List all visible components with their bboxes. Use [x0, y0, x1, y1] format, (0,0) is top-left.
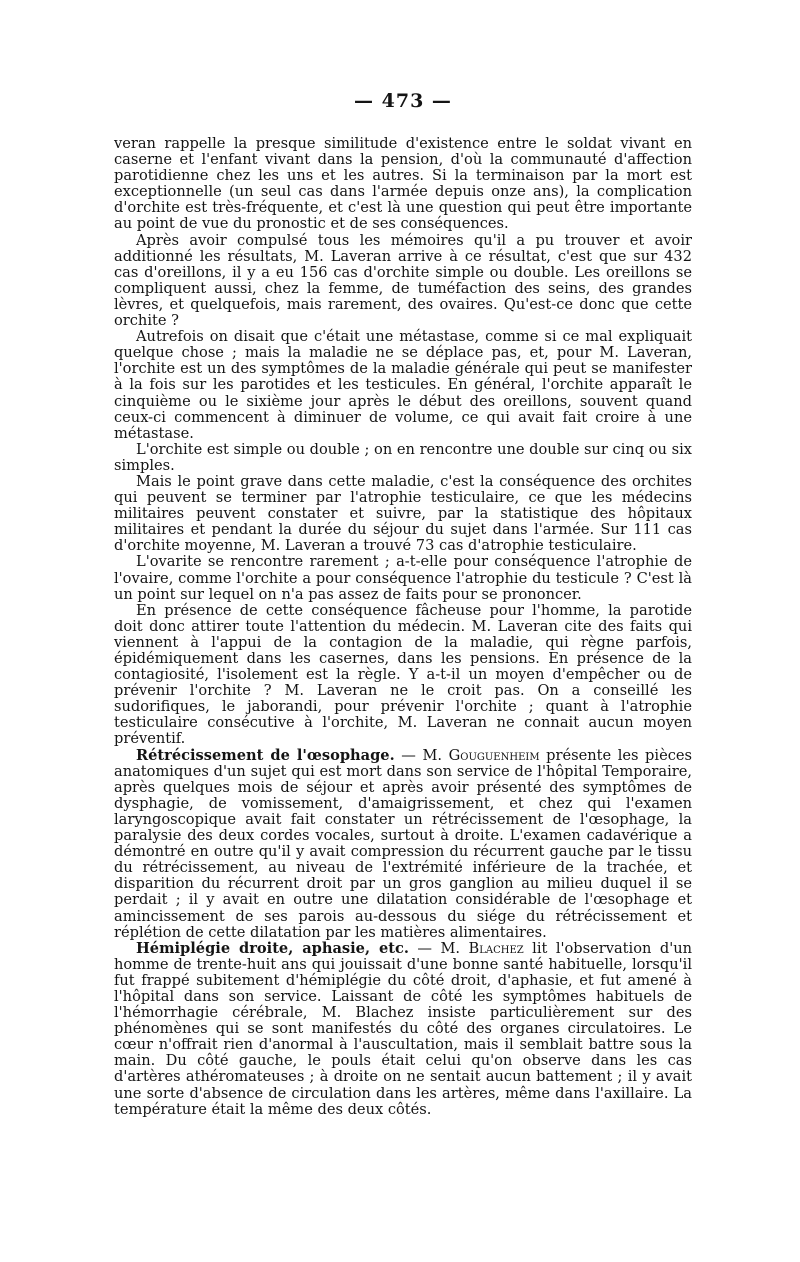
- paragraph-6: L'ovarite se rencontre rarement ; a-t-elle pour conséquence l'atrophie de l'ovaire, comme l'orchite a pour conséquence l'atrophie du testicule ? C'est là un point sur lequel on n'a pas assez de faits pour se prononcer.: [114, 553, 692, 603]
- section-title-oesophage: Rétrécissement de l'œsophage.: [136, 746, 395, 764]
- section-hemiplegie: [114, 941, 692, 1118]
- paragraph-3: Autrefois on disait que c'était une métastase, comme si ce mal expliquait quelque chose ; mais la maladie ne se déplace pas, et, pour M. Laveran, l'orchite est un des symptômes de la maladie générale qui peut se manifester à la fois sur les parotides et les testicules. En général, l'orchite apparaît le cinquième ou le sixième jour après le début des oreillons, souvent quand ceux-ci commencent à diminuer de volume, ce qui avait fait croire à une métastase.: [114, 328, 692, 442]
- paragraph-2: Après avoir compulsé tous les mémoires qu'il a pu trouver et avoir additionné les résultats, M. Laveran arrive à ce résultat, c'est que sur 432 cas d'oreillons, il y a eu 156 cas d'orchite simple ou double. Les oreillons se compliquent aussi, chez la femme, de tuméfaction des seins, des grandes lèvres, et quelquefois, mais rarement, des ovaires. Qu'est-ce donc que cette orchite ?: [114, 231, 692, 330]
- paragraph-4: L'orchite est simple ou double ; on en rencontre une double sur cinq ou six simples.: [114, 440, 692, 474]
- section-separator: —: [408, 939, 441, 957]
- paragraph-7: En présence de cette conséquence fâcheuse pour l'homme, la parotide doit donc attirer toute l'attention du médecin. M. Laveran cite des faits qui viennent à l'appui de la contagion de la maladie, qui règne parfois, épidémiquement dans les casernes, dans les pensions. En présence de la contagiosité, l'isolement est la règle. Y a-t-il un moyen d'empêcher ou de prévenir l'orchite ? M. Laveran ne le croit pas. On a conseillé les sudorifiques, le jaborandi, pour prévenir l'orchite ; quant à l'atrophie testiculaire consécutive à l'orchite, M. Laveran ne connait aucun moyen préventif.: [114, 601, 692, 748]
- paragraph-1: veran rappelle la presque similitude d'existence entre le soldat vivant en caserne et l'enfant vivant dans la pension, d'où la communauté d'affection parotidienne chez les uns et les autres. Si la terminaison par la mort est exceptionnelle (un seul cas dans l'armée depuis onze ans), la complication d'orchite est très-fréquente, et c'est là une question qui peut être importante au point de vue du pronostic et de ses conséquences.: [114, 135, 692, 233]
- section-text: présente les pièces anatomiques d'un sujet qui est mort dans son service de l'hôpital Temporaire, après quelques mois de séjour et après avoir présenté des symptômes de dysphagie, de vomissement, d'amaigrissement, et chez qui l'examen laryngoscopique avait fait constater un rétrécissement de l'œsophage, la paralysie des deux cordes vocales, surtout à droite. L'examen cadavérique a démontré en outre qu'il y avait compression du récurrent gauche par le tissu du rétrécissement, au niveau de l'extrémité inférieure de la trachée, et disparition du récurrent droit par un gros ganglion au milieu duquel il se perdait ; il y avait en outre une dilatation considérable de l'œsophage et amincissement de ses parois au-dessous du siége du rétrécissement et réplétion de cette dilatation par les matières alimentaires.: [114, 746, 693, 941]
- section-oesophage: [114, 748, 692, 941]
- section-author: M. Blachez: [440, 939, 524, 957]
- section-title-hemiplegie: Hémiplégie droite, aphasie, etc.: [136, 939, 409, 957]
- section-text: lit l'observation d'un homme de trente-huit ans qui jouissait d'une bonne santé habituelle, lorsqu'il fut frappé subitement d'hémiplégie du côté droit, d'aphasie, et fut amené à l'hôpital dans son service. Laissant de côté les symptômes habituels de l'hémorrhagie cérébrale, M. Blachez insiste particulièrement sur des phénomènes qui se sont manifestés du côté des organes circulatoires. Le cœur n'offrait rien d'anormal à l'auscultation, mais il semblait battre sous la main. Du côté gauche, le pouls était celui qu'on observe dans les cas d'artères athéromateuses ; à droite on ne sentait aucun battement ; il y avait une sorte d'absence de circulation dans les artères, même dans l'axillaire. La température était la même des deux côtés.: [114, 939, 693, 1118]
- section-separator: —: [394, 746, 423, 764]
- article-body: [114, 136, 692, 1118]
- page-number: — 473 —: [354, 90, 452, 112]
- section-author: M. Gouguenheim: [422, 746, 540, 764]
- paragraph-5: Mais le point grave dans cette maladie, c'est la conséquence des orchites qui peuvent se terminer par l'atrophie testiculaire, ce que les médecins militaires peuvent constater et suivre, par la statistique des hôpitaux militaires et pendant la durée du séjour du sujet dans l'armée. Sur 111 cas d'orchite moyenne, M. Laveran a trouvé 73 cas d'atrophie testiculaire.: [114, 472, 692, 555]
